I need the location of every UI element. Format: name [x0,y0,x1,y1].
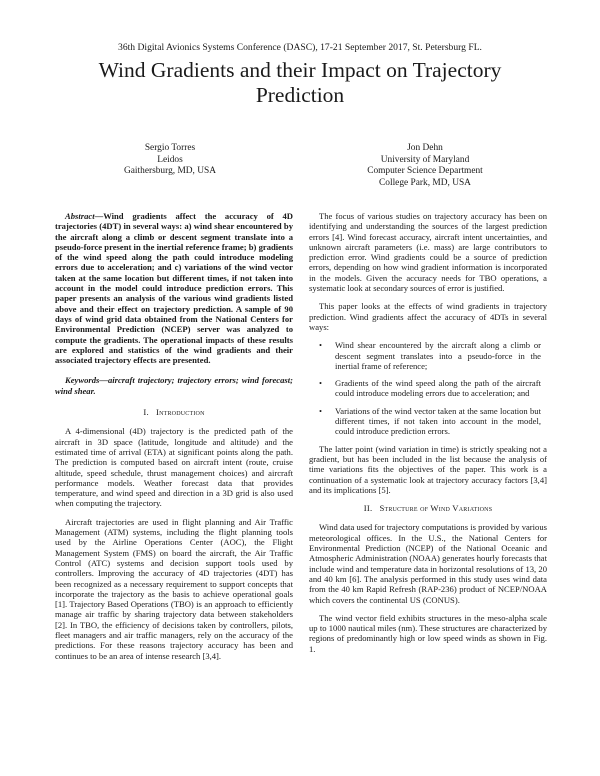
author-block-1 [80,143,260,178]
abstract [55,211,293,365]
author-location: Gaithersburg, MD, USA [123,166,216,177]
bullet-icon: • [319,405,323,416]
paper-title: Wind Gradients and their Impact on Trajectory Prediction [98,58,502,107]
author-location: College Park, MD, USA [379,177,471,188]
bullet-icon: • [319,378,323,389]
abstract-lead: Abstract— [65,211,104,221]
paragraph: The latter point (wind variation in time) is strictly speaking not a gradient, but has been included in the list because the analysis of time variations fits the objectives of the paper. This work is a continuation of a systematic look at trajectory accuracy factors [3,4] and its implications [5]. [309,443,547,495]
section-title: Introduction [155,407,205,418]
list-item [309,378,547,399]
author-block-2 [320,143,530,189]
author-affiliation: Leidos [157,154,183,165]
right-column [309,211,547,662]
keywords [55,375,293,396]
keywords-lead: Keywords— [65,375,108,386]
section-heading-introduction [55,407,293,417]
paragraph: Aircraft trajectories are used in flight planning and Air Traffic Management (ATM) systems, including the flight planning tools used by the Airline Operations Center (AOC), the Flight Management System (FMS) on board the aircraft, the Air Traffic Control (ATC) systems and decision support tools used by controllers. Improving the accuracy of 4D trajectories (4DT) has been recognized as a necessary requirement to support concepts that incorporate the trajectory as the basis to achieve operational goals [1]. Trajectory Based Operations (TBO) is an approach to efficiently manage air traffic by sharing trajectory data between stakeholders [2]. In TBO, the efficiency of decisions taken by controllers, pilots, fleet managers and air traffic managers, rely on the accuracy of the predictions. For these reasons trajectory accuracy has been and continues to be an area of intense research [3,4]. [55,516,293,661]
section-title: Structure of Wind Variations [379,503,493,514]
abstract-text: Wind gradients affect the accuracy of 4D trajectories (4DT) in several ways: a) wind shear encountered by the aircraft along a climb or descent segment translate into a pseudo-force present in the inertial reference frame; b) gradients of the wind speed along the path could introduce modeling errors due to acceleration; and c) variations of the wind vector taken at the same location but different times, if not taken into account in the model could introduce prediction errors. This paper presents an analysis of the various wind gradients listed above and their effect on trajectory prediction. A sample of 90 days of wind grid data obtained from the National Centers for Environmental Prediction (NCEP) server was analyzed to compute the gradients. The operational impacts of these results are explored and statistics of the wind gradients and their associated trajectory effects are presented. [55,211,293,366]
section-heading-structure [309,503,547,513]
paragraph: Wind data used for trajectory computations is provided by various meteorological offices. In the U.S., the National Centers for Environmental Prediction (NCEP) of the National Oceanic and Atmospheric Administration (NOAA) generates hourly forecasts that include wind and temperature data in horizontal resolutions of 13, 20 and 40 km [6]. The analysis performed in this study uses wind data from the 40 km Rapid Refresh (RAP-236) product of NCEP/NOAA which covers the continental US (CONUS). [309,522,547,605]
list-item-text: Wind shear encountered by the aircraft along a climb or descent segment translates into a pseudo-force in the inertial frame of reference; [335,340,541,371]
list-item-text: Gradients of the wind speed along the path of the aircraft could introduce modeling errors due to acceleration; and [335,378,541,399]
list-item-text: Variations of the wind vector taken at the same location but different times, if not taken into account in the model, could introduce prediction errors. [335,405,541,437]
list-item [309,406,547,437]
paragraph: The wind vector field exhibits structures in the meso-alpha scale up to 1000 nautical miles (nm). These structures are characterized by regions of predominantly high or low speed winds as shown in Fig. 1. [309,612,547,654]
paragraph: This paper looks at the effects of wind gradients in trajectory prediction. Wind gradients affect the accuracy of 4DTs in several ways: [309,301,547,332]
bullet-list [309,340,547,436]
author-name: Sergio Torres [144,143,196,153]
bullet-icon: • [319,340,323,351]
paragraph: The focus of various studies on trajectory accuracy has been on identifying and understanding the sources of the largest prediction errors [4]. Wind forecast accuracy, aircraft intent uncertainties, and unknown aircraft parameters (i.e. mass) are large contributors to prediction error. Wind gradients could be a source of prediction errors, depending on how wind gradient information is incorporated in the models. Given the accuracy needs for TBO operations, a systematic look at secondary sources of error is justified. [309,211,547,294]
author-affiliation: University of Maryland [380,154,470,165]
left-column [55,211,293,669]
list-item [309,340,547,371]
author-department: Computer Science Department [367,166,483,177]
author-name: Jon Dehn [407,143,443,153]
section-number: II. [363,503,373,514]
section-number: I. [143,407,149,418]
conference-header: 36th Digital Avionics Systems Conference (DASC), 17-21 September 2017, St. Petersburg FL. [118,42,482,53]
keywords-text: aircraft trajectory; trajectory errors; wind forecast; wind shear. [55,375,293,396]
paragraph: A 4-dimensional (4D) trajectory is the predicted path of the aircraft in 3D space (latitude, longitude and altitude) and the estimated time of arrival (ETA) at significant points along the path. The prediction is computed based on aircraft intent (route, cruise altitude, speed schedule, thrust management choices) and aircraft performance models. Weather forecast data that provides temperature, and wind speed and direction in a 3D grid is also used when computing the trajectory. [55,426,293,509]
